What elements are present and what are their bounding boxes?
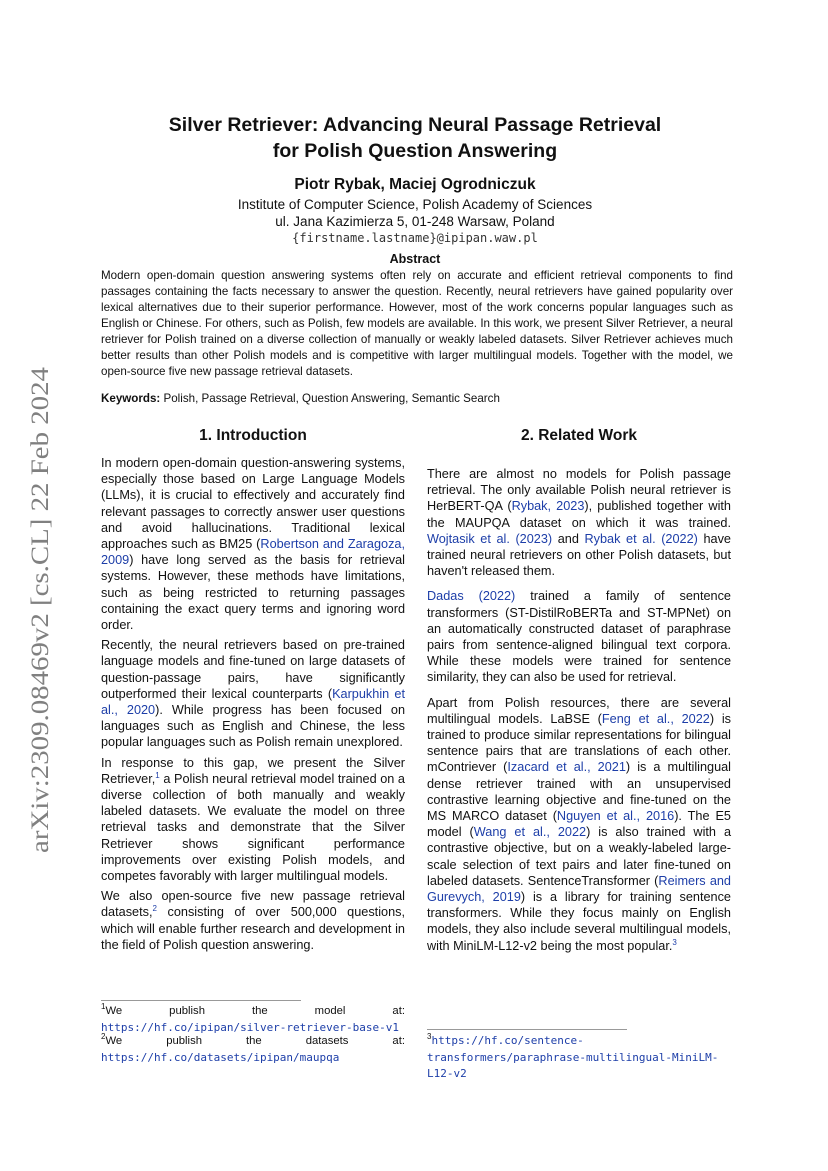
footnote-number: 3 bbox=[427, 1032, 432, 1042]
text-run: There are almost no models for Polish passage retrieval. The only available Polish neural retriever is HerBERT-QA ( bbox=[427, 467, 731, 514]
footnote-divider bbox=[427, 1029, 627, 1030]
related-paragraph-3 bbox=[427, 695, 731, 954]
footnote-marker[interactable]: 3 bbox=[672, 937, 677, 947]
citation-link[interactable]: Karpukhin et al., 2020 bbox=[101, 686, 405, 718]
text-run: consisting of over 500,000 questions, which will enable further research and development in the field of Polish question answering. bbox=[101, 905, 405, 952]
text-run: ) is a library for training sentence transformers. While they focus mainly on English models, they also include several multilingual models, with MiniLM-L12-v2 being the most popular. bbox=[427, 890, 731, 953]
related-paragraph-1 bbox=[427, 466, 731, 579]
intro-paragraph-4 bbox=[101, 888, 405, 953]
footnote-url[interactable]: https://hf.co/sentence-transformers/paraphrase-multilingual-MiniLM-L12-v2 bbox=[427, 1034, 719, 1080]
footnote-number: 1 bbox=[101, 1002, 106, 1012]
footnote-3 bbox=[427, 1033, 731, 1083]
footnote-marker[interactable]: 1 bbox=[155, 770, 160, 780]
text-run: In response to this gap, we present the Silver Retriever, bbox=[101, 755, 405, 786]
abstract-heading: Abstract bbox=[389, 252, 441, 266]
intro-paragraph-2 bbox=[101, 637, 405, 750]
text-run: have trained neural retrievers on other Polish datasets, but haven't released them. bbox=[427, 531, 731, 579]
text-run: ) is also trained with a contrastive objective, but on a weakly-labeled large-scale selection of text pairs and later fine-tuned on labeled datasets. SentenceTransformer ( bbox=[427, 825, 731, 888]
text-run: ) is a multilingual dense retriever trained with an unsupervised contrastive learning objective and fine-tuned on the MS MARCO dataset ( bbox=[427, 760, 731, 824]
text-run: a Polish neural retrieval model trained on a diverse collection of both manually and weakly labeled datasets. We evaluate the model on three retrieval tasks and demonstrate that the Silver Retriever shows significant performance improvements over existing Polish models, and competes favorably with larger multilingual models. bbox=[101, 771, 405, 884]
text-run: Recently, the neural retrievers based on pre-trained language models and fine-tuned on large datasets of question-passage pairs, have significantly outperformed their lexical counterparts ( bbox=[101, 638, 405, 701]
keywords-text: Polish, Passage Retrieval, Question Answering, Semantic Search bbox=[160, 392, 500, 405]
title-line-1: Silver Retriever: Advancing Neural Passage Retrieval bbox=[168, 114, 662, 136]
text-run: trained a family of sentence transformers (ST-DistilRoBERTa and ST-MPNet) on an automatically constructed dataset of paraphrase pairs from sentence-aligned bilingual text corpora. While these models were trained for sentence similarity, they can also be used for retrieval. bbox=[427, 589, 731, 685]
citation-link[interactable]: Wojtasik et al. (2023) bbox=[427, 531, 553, 546]
footnote-url[interactable]: https://hf.co/ipipan/silver-retriever-base-v1 bbox=[101, 1020, 400, 1034]
keywords-label: Keywords: bbox=[101, 392, 161, 405]
section-heading-related-work: 2. Related Work bbox=[520, 427, 637, 444]
citation-link[interactable]: Rybak et al. (2022) bbox=[584, 531, 698, 546]
footnote-divider bbox=[101, 1000, 301, 1001]
related-paragraph-2 bbox=[427, 588, 731, 685]
footnote-2 bbox=[101, 1034, 405, 1066]
footnote-text: We publish the model at: bbox=[105, 1005, 405, 1017]
text-run: ) is trained to produce similar representations for bilingual sentence pairs that are translations of each other. mContriever ( bbox=[427, 711, 731, 775]
citation-link[interactable]: Reimers and Gurevych, 2019 bbox=[427, 873, 731, 905]
text-run: ) have long served as the basis for retrieval systems. However, these methods have limitations, such as being restricted to returning passages containing the exact query terms and ignoring word order. bbox=[101, 553, 405, 633]
text-run: In modern open-domain question-answering systems, especially those based on Large Language Models (LLMs), it is crucial to effectively and accurately find relevant passages to correctly answer user questions and avoid hallucinations. Traditional lexical approaches such as BM25 ( bbox=[101, 456, 405, 552]
citation-link[interactable]: Feng et al., 2022 bbox=[601, 711, 710, 726]
citation-link[interactable]: Rybak, 2023 bbox=[511, 499, 585, 514]
text-run: and bbox=[552, 531, 585, 546]
related-work-column bbox=[427, 466, 731, 963]
footnote-text: We publish the datasets at: bbox=[105, 1035, 405, 1047]
footnote-number: 2 bbox=[101, 1032, 106, 1042]
text-run: ), published together with the MAUPQA dataset on which it was trained. bbox=[427, 499, 731, 530]
intro-paragraph-1 bbox=[101, 455, 405, 633]
citation-link[interactable]: Izacard et al., 2021 bbox=[507, 760, 626, 775]
text-run: Apart from Polish resources, there are several multilingual models. LaBSE ( bbox=[427, 695, 731, 726]
text-run: ). The E5 model ( bbox=[427, 809, 731, 840]
abstract-text: Modern open-domain question answering systems often rely on accurate and efficient retrieval components to find passages containing the facts necessary to answer the question. Recently, neural retrievers have gained popularity over lexical alternatives due to their superior performance. However, most of the work concerns popular languages such as English or Chinese. For others, such as Polish, few models are available. In this work, we present Silver Retriever, a neural retriever for Polish trained on a diverse collection of manually or weakly labeled datasets. Silver Retriever achieves much better results than other Polish models and is competitive with larger multilingual models. Together with the model, we open-source five new passage retrieval datasets. bbox=[101, 269, 733, 378]
affiliation bbox=[120, 196, 710, 230]
paper-title bbox=[120, 112, 710, 164]
text-run: ). While progress has been focused on languages such as English and Chinese, the less popular languages such as Polish remain unexplored. bbox=[101, 703, 405, 750]
citation-link[interactable]: Robertson and Zaragoza, 2009 bbox=[101, 537, 405, 568]
citation-link[interactable]: Wang et al., 2022 bbox=[473, 825, 587, 840]
section-heading-introduction: 1. Introduction bbox=[199, 427, 307, 444]
arxiv-stamp-text: arXiv:2309.08469v2 [cs.CL] 22 Feb 2024 bbox=[27, 432, 54, 853]
text-run: We also open-source five new passage retrieval datasets, bbox=[101, 889, 405, 920]
citation-link[interactable]: Dadas (2022) bbox=[427, 589, 516, 604]
citation-link[interactable]: Nguyen et al., 2016 bbox=[556, 809, 675, 824]
authors: Piotr Rybak, Maciej Ogrodniczuk bbox=[294, 176, 536, 193]
arxiv-identifier-stamp bbox=[18, 365, 60, 855]
affiliation-line-2: ul. Jana Kazimierza 5, 01-248 Warsaw, Poland bbox=[275, 214, 555, 229]
footnote-marker[interactable]: 2 bbox=[152, 904, 157, 914]
author-email: {firstname.lastname}@ipipan.waw.pl bbox=[292, 231, 538, 245]
intro-paragraph-3 bbox=[101, 755, 405, 885]
title-line-2: for Polish Question Answering bbox=[272, 140, 558, 162]
footnote-url[interactable]: https://hf.co/datasets/ipipan/maupqa bbox=[101, 1050, 340, 1064]
footnote-1 bbox=[101, 1004, 405, 1036]
keywords bbox=[101, 392, 733, 405]
affiliation-line-1: Institute of Computer Science, Polish Academy of Sciences bbox=[237, 197, 593, 212]
introduction-column bbox=[101, 455, 405, 957]
